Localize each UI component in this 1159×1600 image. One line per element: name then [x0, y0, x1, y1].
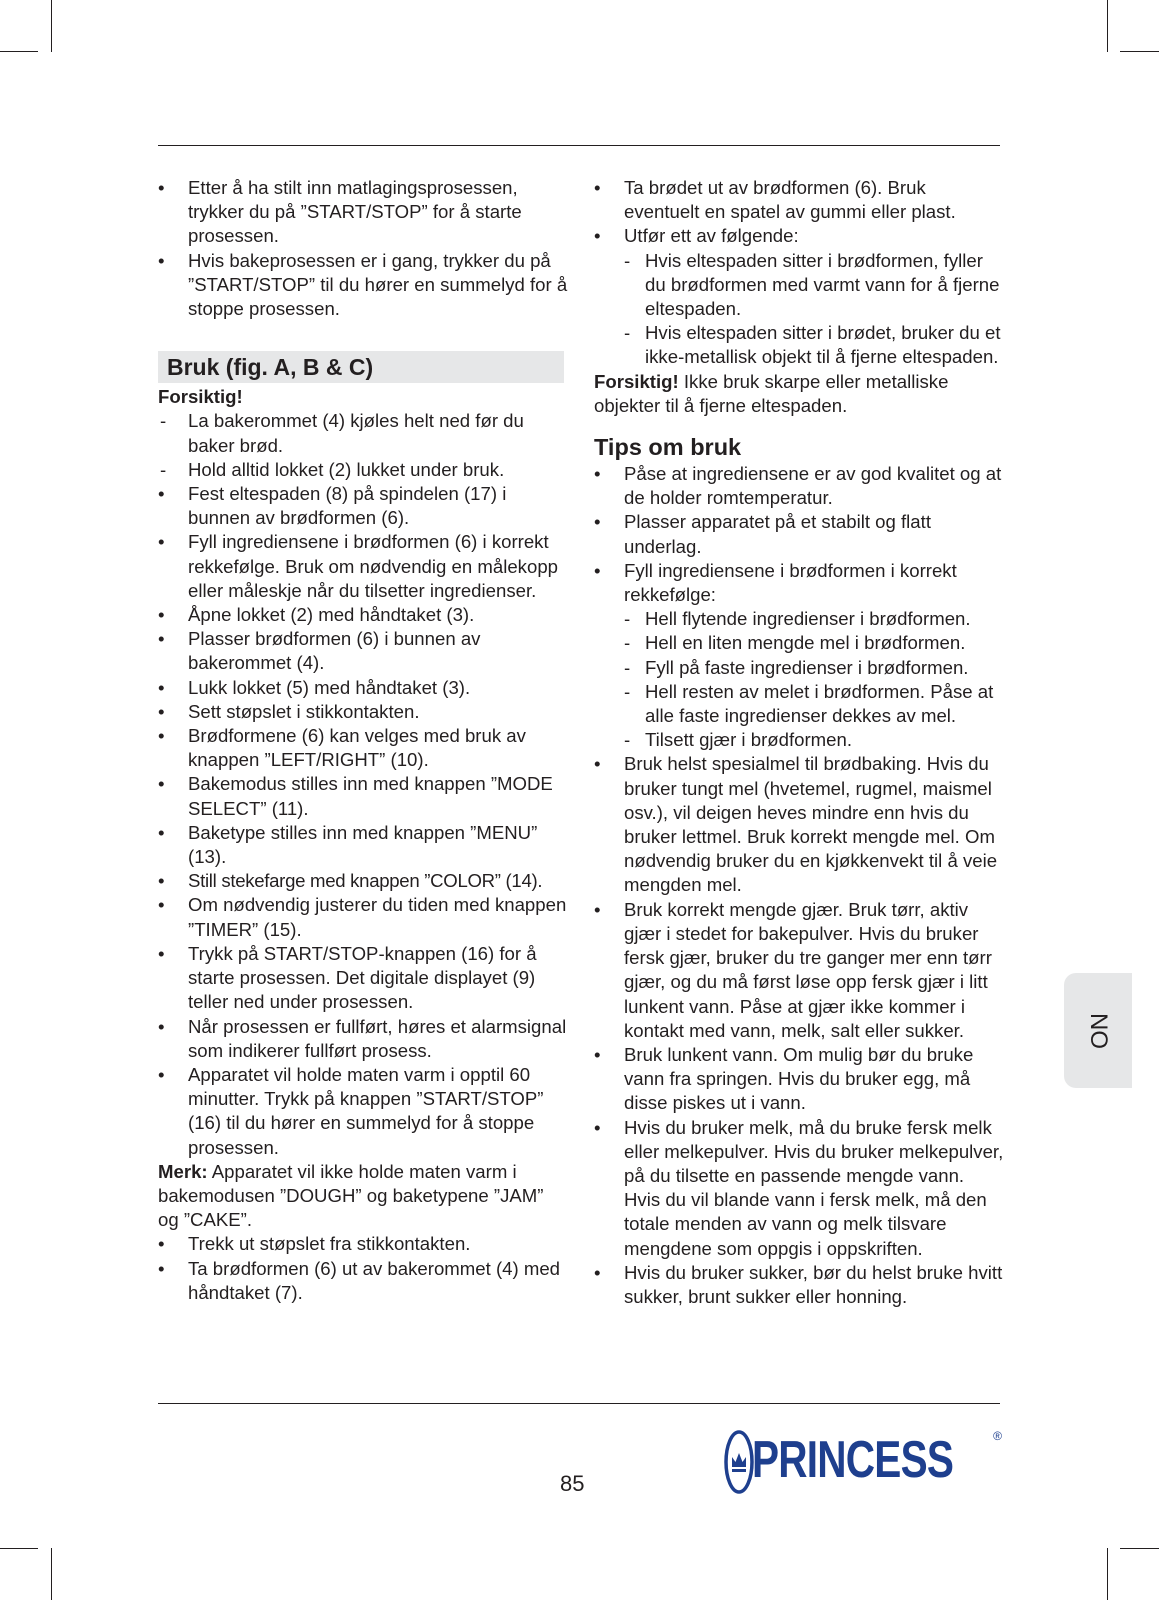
bottom-rule — [158, 1403, 1000, 1404]
list-item-text: Utfør ett av følgende: — [624, 225, 799, 247]
list-item: • Hvis du bruker sukker, bør du helst bruke hvitt sukker, brunt sukker eller honning. — [594, 1261, 1004, 1309]
list-item: • Bruk lunkent vann. Om mulig bør du bruke vann fra springen. Hvis du bruker egg, må disse piskes ut i vann. — [594, 1043, 1004, 1116]
language-tab — [1064, 973, 1132, 1088]
list-item: - Fyll på faste ingredienser i brødformen. — [624, 656, 1004, 680]
list-item: • Bruk helst spesialmel til brødbaking. Hvis du bruker tungt mel (hvetemel, rugmel, maismel osv.), vil deigen heves mindre enn hvis du bruker lettmel. Bruk korrekt mengde mel. Om nødvendig bruker du en kjøkkenvekt til å veie mengden mel. — [594, 752, 1004, 897]
crop-mark — [0, 51, 38, 52]
note-text: Apparatet vil ikke holde maten varm i bakemodusen ”DOUGH” og baketypene ”JAM” og ”CAKE”. — [158, 1160, 544, 1231]
crop-mark — [1107, 0, 1108, 52]
note-label: Merk: — [158, 1160, 208, 1182]
tips-title: Tips om bruk — [594, 434, 742, 461]
list-item: - La bakerommet (4) kjøles helt ned før du baker brød. — [158, 409, 568, 457]
crop-mark — [51, 0, 52, 52]
list-item: • Når prosessen er fullført, høres et alarmsignal som indikerer fullført prosess. — [158, 1015, 568, 1063]
crop-mark — [1120, 51, 1159, 52]
removal-list — [594, 176, 1004, 370]
caution-list — [158, 409, 568, 482]
list-item: • Plasser apparatet på et stabilt og flatt underlag. — [594, 510, 1004, 558]
list-item: - Hell en liten mengde mel i brødformen. — [624, 631, 1004, 655]
top-rule — [158, 145, 1000, 146]
list-item: - Hvis eltespaden sitter i brødet, bruker du et ikke-metallisk objekt til å fjerne eltespaden. — [624, 321, 1004, 369]
crop-mark — [1107, 1548, 1108, 1600]
list-item: • Etter å ha stilt inn matlagingsprosessen, trykker du på ”START/STOP” for å starte prosessen. — [158, 176, 568, 249]
left-column — [158, 176, 568, 1305]
list-item: - Hvis eltespaden sitter i brødformen, fyller du brødformen med varmt vann for å fjerne eltespaden. — [624, 249, 1004, 322]
crown-circle-icon — [724, 1429, 754, 1495]
list-item: • Trekk ut støpslet fra stikkontakten. — [158, 1232, 568, 1256]
list-item: • Brødformene (6) kan velges med bruk av knappen ”LEFT/RIGHT” (10). — [158, 724, 568, 772]
caution-paragraph — [594, 370, 1004, 418]
crop-mark — [51, 1548, 52, 1600]
list-item: • Sett støpslet i stikkontakten. — [158, 700, 568, 724]
list-item — [594, 559, 1004, 753]
caution-label: Forsiktig! — [594, 370, 679, 392]
tips-list — [594, 462, 1004, 1309]
brand-logo — [724, 1425, 1002, 1497]
list-item: • Baketype stilles inn med knappen ”MENU” (13). — [158, 821, 568, 869]
list-item: • Apparatet vil holde maten varm i opptil 60 minutter. Trykk på knappen ”START/STOP” (16) til du hører en summelyd for å stoppe prosessen. — [158, 1063, 568, 1160]
crop-mark — [0, 1548, 38, 1549]
brand-name: PRINCESS — [752, 1431, 954, 1489]
top-bullet-list — [158, 176, 568, 321]
list-item: • Bruk korrekt mengde gjær. Bruk tørr, aktiv gjær i stedet for bakepulver. Hvis du bruker fersk gjær, bruker du tre ganger mer enn tørr gjær, og du må først løse opp fersk gjær i litt lunkent vann. Påse at gjær ikke kommer i kontakt med vann, melk, salt eller sukker. — [594, 898, 1004, 1043]
page-number: 85 — [560, 1471, 585, 1496]
list-item — [594, 224, 1004, 369]
list-item: - Hell flytende ingredienser i brødformen. — [624, 607, 1004, 631]
caution-label: Forsiktig! — [158, 386, 243, 408]
end-steps-list — [158, 1232, 568, 1305]
list-item: • Fest eltespaden (8) på spindelen (17) i bunnen av brødformen (6). — [158, 482, 568, 530]
registered-mark: ® — [993, 1429, 1002, 1443]
list-item: • Åpne lokket (2) med håndtaket (3). — [158, 603, 568, 627]
list-item: • Ta brødet ut av brødformen (6). Bruk eventuelt en spatel av gummi eller plast. — [594, 176, 1004, 224]
crop-mark — [1120, 1548, 1159, 1549]
note-paragraph — [158, 1160, 568, 1233]
list-item: • Fyll ingrediensene i brødformen (6) i korrekt rekkefølge. Bruk om nødvendig en målekopp eller måleskje når du tilsetter ingredienser. — [158, 530, 568, 603]
list-item: • Plasser brødformen (6) i bunnen av bakerommet (4). — [158, 627, 568, 675]
list-item: • Hvis bakeprosessen er i gang, trykker du på ”START/STOP” til du hører en summelyd for å stoppe prosessen. — [158, 249, 568, 322]
list-item: • Ta brødformen (6) ut av bakerommet (4) med håndtaket (7). — [158, 1257, 568, 1305]
list-item-text: Fyll ingrediensene i brødformen i korrekt rekkefølge: — [624, 559, 957, 606]
caution-text: Ikke bruk skarpe eller metalliske objekter til å fjerne eltespaden. — [594, 370, 949, 416]
list-item: • Hvis du bruker melk, må du bruke fersk melk eller melkepulver. Hvis du bruker melkepulver, på du tilsette en passende mengde vann. Hvis du vil blande vann i fersk melk, må den totale menden av vann og melk tilsvare mengdene som oppgis i oppskriften. — [594, 1116, 1004, 1261]
list-item: • Om nødvendig justerer du tiden med knappen ”TIMER” (15). — [158, 893, 568, 941]
list-item: • Bakemodus stilles inn med knappen ”MODE SELECT” (11). — [158, 772, 568, 820]
list-item: • Still stekefarge med knappen ”COLOR” (14). — [158, 869, 568, 893]
list-item: - Hell resten av melet i brødformen. Påse at alle faste ingredienser dekkes av mel. — [624, 680, 1004, 728]
language-tab-label: NO — [1085, 1012, 1112, 1049]
section-title: Bruk (fig. A, B & C) — [158, 351, 564, 383]
list-item: - Tilsett gjær i brødformen. — [624, 728, 1004, 752]
sub-list — [624, 607, 1004, 752]
list-item: • Lukk lokket (5) med håndtaket (3). — [158, 676, 568, 700]
sub-list — [624, 249, 1004, 370]
steps-list — [158, 482, 568, 1160]
list-item: - Hold alltid lokket (2) lukket under bruk. — [158, 458, 568, 482]
list-item: • Trykk på START/STOP-knappen (16) for å starte prosessen. Det digitale displayet (9) teller ned under prosessen. — [158, 942, 568, 1015]
list-item: • Påse at ingrediensene er av god kvalitet og at de holder romtemperatur. — [594, 462, 1004, 510]
right-column — [594, 176, 1004, 1309]
